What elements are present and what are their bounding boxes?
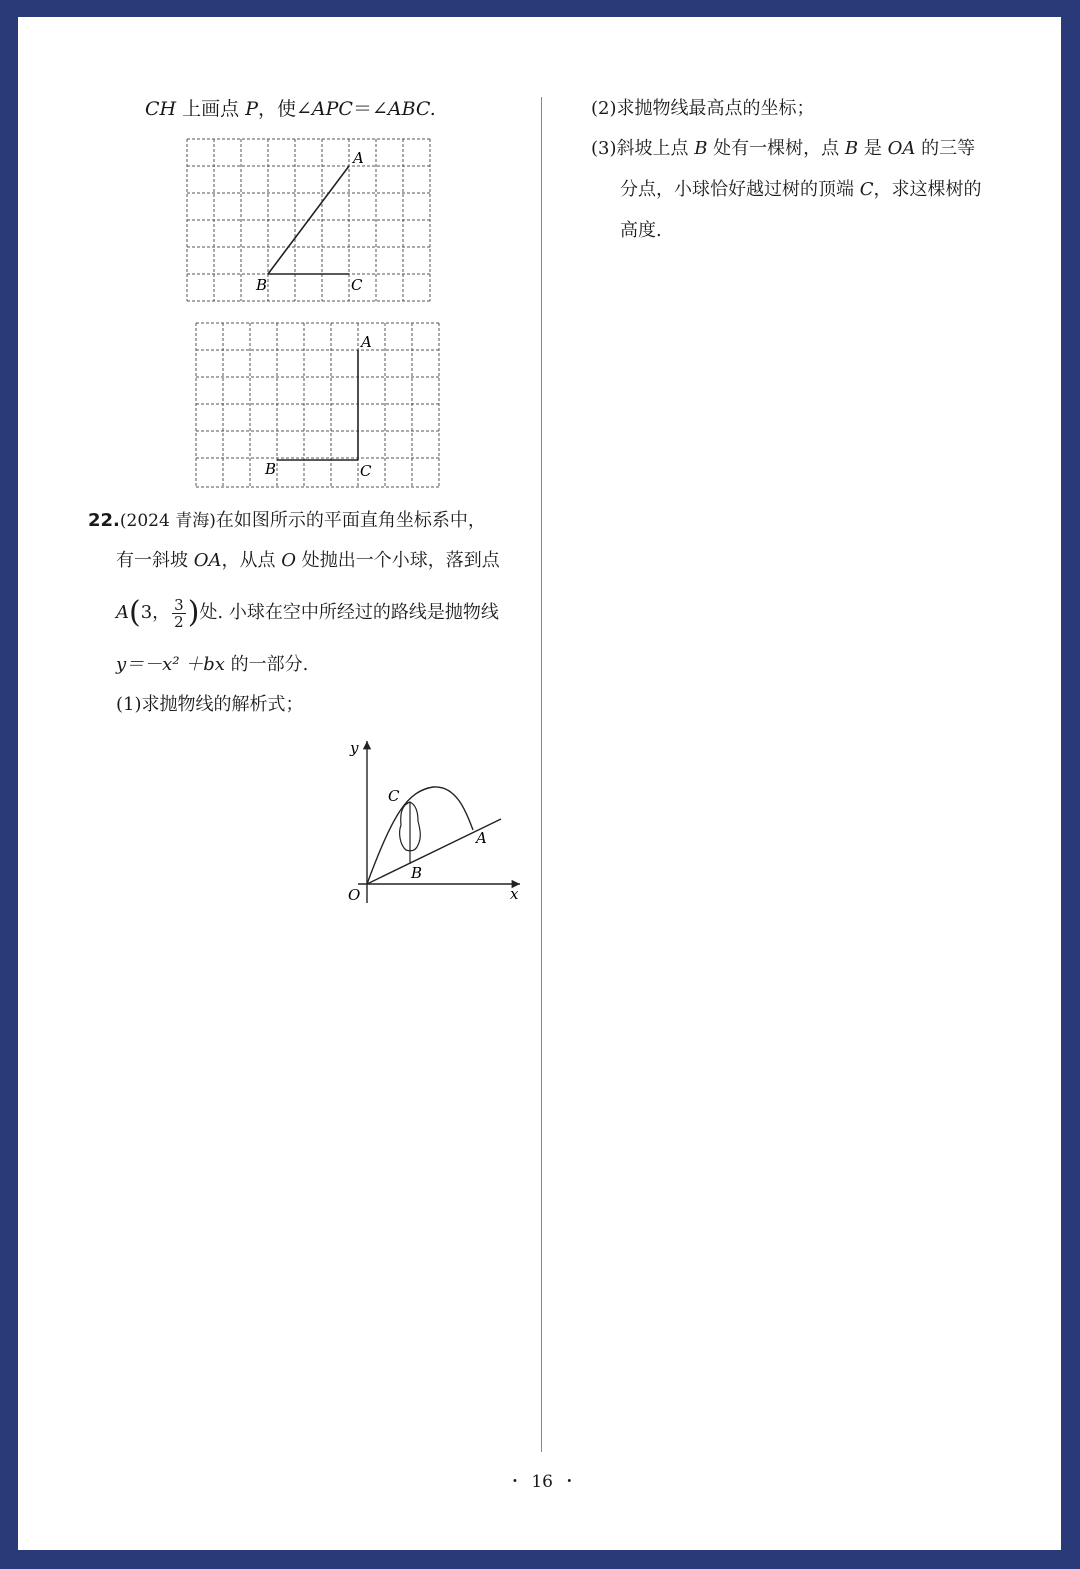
- question-2-text: (2)求抛物线最高点的坐标；: [591, 98, 815, 119]
- segment-oa: OA: [193, 550, 222, 571]
- close-paren: ): [187, 595, 200, 630]
- page-footer: [512, 1470, 572, 1495]
- problem-number: 22.: [88, 510, 120, 531]
- text: 处. 小球在空中所经过的路线是抛物线: [199, 602, 499, 623]
- text: 的三等: [915, 138, 976, 159]
- text: ＝∠: [352, 98, 388, 120]
- angle-abc: ABC.: [387, 98, 436, 120]
- top-text-line: [145, 97, 436, 121]
- text: 是: [858, 138, 888, 159]
- text: 有一斜坡: [116, 550, 194, 571]
- point-b: B: [694, 138, 708, 159]
- coord-x: 3，: [140, 602, 171, 623]
- point-a: A: [116, 602, 129, 623]
- label-c: C: [360, 462, 372, 480]
- label-x: x: [510, 885, 519, 903]
- text: ，求这棵树的: [873, 179, 982, 200]
- fraction-numerator: 3: [174, 595, 184, 614]
- page-number: 16: [531, 1472, 553, 1492]
- text: ，从点: [221, 550, 282, 571]
- problem-source: (2024 青海): [119, 511, 216, 531]
- text: 处有一棵树，点: [707, 138, 845, 159]
- text: 高度.: [620, 220, 662, 241]
- text: 在如图所示的平面直角坐标系中，: [215, 510, 486, 531]
- fraction: [172, 597, 186, 630]
- text: 上画点: [176, 98, 246, 120]
- label-a: A: [476, 829, 487, 847]
- problem-22-line-4: [116, 653, 308, 677]
- footer-dot: •: [512, 1476, 518, 1488]
- label-a: A: [353, 149, 364, 167]
- grid-figure-2: [195, 322, 441, 490]
- text: ，使∠: [258, 98, 312, 120]
- point-b: B: [844, 138, 859, 159]
- grid-figure-1: [186, 138, 432, 304]
- footer-dot: •: [566, 1476, 573, 1488]
- problem-22-line-3: [116, 593, 499, 633]
- problem-22-line-2: [116, 549, 500, 573]
- segment-ab: [268, 166, 349, 274]
- label-b: B: [256, 276, 268, 294]
- point-o: O: [281, 550, 296, 571]
- coordinate-figure: [338, 733, 528, 911]
- question-1: [116, 693, 304, 717]
- text: (3)斜坡上点: [591, 138, 695, 159]
- text: 的一部分.: [224, 654, 309, 675]
- point-p: P: [245, 98, 258, 120]
- label-y: y: [350, 739, 359, 757]
- column-divider: [541, 97, 542, 1452]
- open-paren: (: [129, 595, 141, 630]
- text: 分点，小球恰好越过树的顶端: [620, 179, 860, 200]
- label-c: C: [351, 276, 363, 294]
- question-2: [591, 97, 815, 121]
- fraction-denominator: 2: [174, 612, 184, 631]
- text: 处抛出一个小球，落到点: [296, 550, 500, 571]
- page: [18, 17, 1061, 1550]
- segment-oa: OA: [887, 138, 916, 159]
- problem-22-line-1: [88, 509, 486, 533]
- label-b: B: [411, 864, 423, 882]
- parabola-formula: y＝－x² ＋bx: [116, 654, 225, 675]
- question-3-line-3: [620, 219, 662, 243]
- segment-ch: CH: [145, 98, 177, 120]
- question-3-line-2: [620, 178, 982, 202]
- label-c: C: [388, 787, 400, 805]
- angle-apc: APC: [311, 98, 353, 120]
- question-3-line-1: [591, 137, 975, 161]
- point-c: C: [859, 179, 874, 200]
- label-b: B: [265, 460, 277, 478]
- label-a: A: [361, 333, 372, 351]
- question-1-text: (1)求抛物线的解析式；: [116, 694, 304, 715]
- label-o: O: [348, 886, 361, 904]
